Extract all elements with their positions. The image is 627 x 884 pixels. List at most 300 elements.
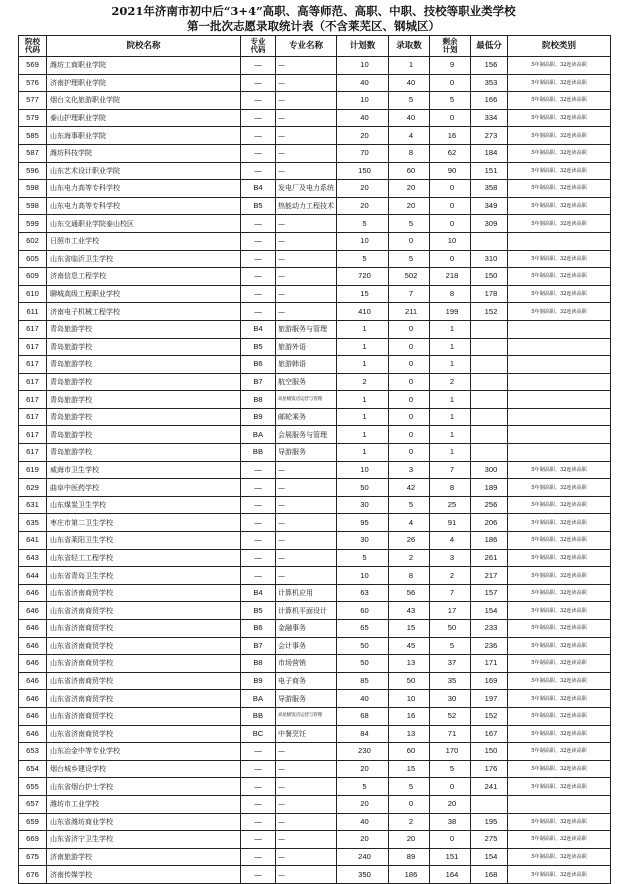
school-name-cell: 青岛旅游学校 [47,408,241,426]
remaining-cell: 0 [430,250,471,268]
school-name-cell: 山东省济南商贸学校 [47,690,241,708]
major-code-cell: BC [241,725,276,743]
school-code-cell: 605 [19,250,47,268]
min-score-cell [471,426,508,444]
remaining-cell: 10 [430,232,471,250]
school-code-cell: 617 [19,444,47,462]
plan-cell: 350 [337,866,389,884]
category-cell: 5年制高职、32连读高职 [508,74,611,92]
admitted-cell: 50 [389,672,430,690]
admitted-cell: 5 [389,496,430,514]
admitted-cell: 45 [389,637,430,655]
plan-cell: 20 [337,127,389,145]
major-code-cell: — [241,127,276,145]
category-cell: 5年制高职、32连读高职 [508,127,611,145]
major-name-cell: 会展服务与管理 [276,426,337,444]
header-min-score: 最低分 [471,36,508,57]
major-name-cell: 中餐烹饪 [276,725,337,743]
plan-cell: 1 [337,391,389,409]
remaining-cell: 1 [430,391,471,409]
table-row [19,162,611,180]
min-score-cell [471,373,508,391]
major-name-cell: — [276,250,337,268]
remaining-cell: 17 [430,602,471,620]
remaining-cell: 0 [430,74,471,92]
school-code-cell: 617 [19,338,47,356]
major-code-cell: — [241,496,276,514]
category-cell [508,373,611,391]
major-code-cell: B6 [241,356,276,374]
school-name-cell: 山东省济南商贸学校 [47,602,241,620]
major-name-cell: 会计事务 [276,637,337,655]
admitted-cell: 5 [389,215,430,233]
plan-cell: 10 [337,461,389,479]
min-score-cell: 217 [471,567,508,585]
school-name-cell: 山东省济宁卫生学校 [47,831,241,849]
plan-cell: 30 [337,496,389,514]
remaining-cell: 7 [430,461,471,479]
major-name-cell: — [276,848,337,866]
plan-cell: 5 [337,215,389,233]
min-score-cell: 178 [471,285,508,303]
category-cell: 5年制高职、32连读高职 [508,655,611,673]
school-code-cell: 617 [19,426,47,444]
remaining-cell: 164 [430,866,471,884]
admitted-cell: 502 [389,268,430,286]
school-name-cell: 山东省济南商贸学校 [47,620,241,638]
major-name-cell: — [276,549,337,567]
school-code-cell: 599 [19,215,47,233]
school-code-cell: 641 [19,532,47,550]
table-row [19,127,611,145]
school-code-cell: 646 [19,725,47,743]
major-name-cell: — [276,215,337,233]
plan-cell: 1 [337,444,389,462]
school-code-cell: 602 [19,232,47,250]
min-score-cell [471,444,508,462]
table-row [19,74,611,92]
major-name-cell: — [276,127,337,145]
remaining-cell: 8 [430,285,471,303]
header-school-code: 院校 代码 [19,36,47,57]
major-code-cell: — [241,215,276,233]
remaining-cell: 170 [430,743,471,761]
table-body [19,57,611,884]
admitted-cell: 1 [389,57,430,75]
category-cell: 5年制高职、32连读高职 [508,303,611,321]
plan-cell: 40 [337,74,389,92]
table-row [19,444,611,462]
remaining-cell: 1 [430,320,471,338]
admitted-cell: 0 [389,426,430,444]
plan-cell: 720 [337,268,389,286]
major-code-cell: — [241,795,276,813]
table-row [19,532,611,550]
major-name-cell: — [276,162,337,180]
page-subtitle: 第一批次志愿录取统计表（不含莱芜区、钢城区） [187,19,440,33]
admitted-cell: 16 [389,707,430,725]
remaining-cell: 0 [430,180,471,198]
major-code-cell: — [241,778,276,796]
school-name-cell: 山东省济南商贸学校 [47,725,241,743]
table-row [19,778,611,796]
major-name-cell: 导游服务 [276,444,337,462]
remaining-cell: 7 [430,584,471,602]
category-cell: 5年制高职、32连读高职 [508,778,611,796]
header-admitted: 录取数 [389,36,430,57]
plan-cell: 1 [337,408,389,426]
min-score-cell: 309 [471,215,508,233]
major-name-cell: 高星级饭店运营与管理 [276,391,337,409]
min-score-cell: 150 [471,743,508,761]
admitted-cell: 0 [389,232,430,250]
plan-cell: 30 [337,532,389,550]
school-code-cell: 587 [19,144,47,162]
admitted-cell: 20 [389,831,430,849]
major-name-cell: — [276,760,337,778]
school-name-cell: 济南传媒学校 [47,866,241,884]
school-code-cell: 585 [19,127,47,145]
plan-cell: 20 [337,197,389,215]
major-code-cell: — [241,760,276,778]
major-name-cell: 旅游外语 [276,338,337,356]
major-name-cell: 计算机应用 [276,584,337,602]
plan-cell: 95 [337,514,389,532]
category-cell [508,408,611,426]
school-code-cell: 617 [19,373,47,391]
category-cell: 5年制高职、32连读高职 [508,109,611,127]
remaining-cell: 0 [430,778,471,796]
major-code-cell: B5 [241,602,276,620]
major-name-cell: 发电厂及电力系统 [276,180,337,198]
table-row [19,655,611,673]
category-cell: 5年制高职、32连读高职 [508,690,611,708]
school-code-cell: 617 [19,408,47,426]
category-cell: 5年制高职、32连读高职 [508,637,611,655]
plan-cell: 10 [337,232,389,250]
category-cell: 5年制高职、32连读高职 [508,268,611,286]
min-score-cell: 334 [471,109,508,127]
school-name-cell: 山东艺术设计职业学院 [47,162,241,180]
category-cell: 5年制高职、32连读高职 [508,725,611,743]
table-row [19,338,611,356]
plan-cell: 150 [337,162,389,180]
category-cell [508,426,611,444]
admitted-cell: 7 [389,285,430,303]
admitted-cell: 0 [389,444,430,462]
remaining-cell: 16 [430,127,471,145]
school-name-cell: 山东省莱阳卫生学校 [47,532,241,550]
table-row [19,320,611,338]
major-name-cell: — [276,74,337,92]
school-name-cell: 济南信息工程学校 [47,268,241,286]
school-name-cell: 青岛旅游学校 [47,444,241,462]
major-code-cell: B4 [241,584,276,602]
plan-cell: 10 [337,92,389,110]
table-row [19,250,611,268]
category-cell: 5年制高职、32连读高职 [508,707,611,725]
major-code-cell: — [241,532,276,550]
remaining-cell: 199 [430,303,471,321]
major-code-cell: — [241,57,276,75]
school-code-cell: 619 [19,461,47,479]
remaining-cell: 62 [430,144,471,162]
school-code-cell: 576 [19,74,47,92]
category-cell: 5年制高职、32连读高职 [508,92,611,110]
school-code-cell: 611 [19,303,47,321]
admitted-cell: 13 [389,655,430,673]
major-name-cell: — [276,92,337,110]
major-code-cell: — [241,303,276,321]
min-score-cell: 300 [471,461,508,479]
min-score-cell: 195 [471,813,508,831]
plan-cell: 10 [337,567,389,585]
school-code-cell: 629 [19,479,47,497]
major-name-cell: 热能动力工程技术 [276,197,337,215]
admitted-cell: 2 [389,813,430,831]
major-code-cell: — [241,232,276,250]
admitted-cell: 13 [389,725,430,743]
table-row [19,620,611,638]
major-code-cell: — [241,813,276,831]
plan-cell: 410 [337,303,389,321]
school-code-cell: 598 [19,197,47,215]
category-cell: 5年制高职、32连读高职 [508,479,611,497]
school-name-cell: 曲阜中医药学校 [47,479,241,497]
school-name-cell: 青岛旅游学校 [47,391,241,409]
school-code-cell: 646 [19,602,47,620]
remaining-cell: 0 [430,215,471,233]
school-code-cell: 646 [19,655,47,673]
school-name-cell: 山东省轻工工程学校 [47,549,241,567]
table-row [19,356,611,374]
school-code-cell: 609 [19,268,47,286]
table-row [19,57,611,75]
min-score-cell: 150 [471,268,508,286]
major-name-cell: — [276,57,337,75]
table-row [19,303,611,321]
min-score-cell: 156 [471,57,508,75]
major-code-cell: B7 [241,373,276,391]
plan-cell: 1 [337,426,389,444]
admission-table [18,35,611,884]
remaining-cell: 0 [430,831,471,849]
table-row [19,232,611,250]
school-name-cell: 山东省济南商贸学校 [47,707,241,725]
school-name-cell: 山东省临沂卫生学校 [47,250,241,268]
min-score-cell [471,408,508,426]
admitted-cell: 60 [389,162,430,180]
admitted-cell: 40 [389,109,430,127]
plan-cell: 240 [337,848,389,866]
admitted-cell: 0 [389,373,430,391]
school-name-cell: 山东省烟台护士学校 [47,778,241,796]
category-cell [508,391,611,409]
major-name-cell: 旅游服务与管理 [276,320,337,338]
plan-cell: 10 [337,57,389,75]
plan-cell: 5 [337,778,389,796]
school-name-cell: 山东省潍坊商业学校 [47,813,241,831]
category-cell: 5年制高职、32连读高职 [508,496,611,514]
major-code-cell: B8 [241,391,276,409]
school-name-cell: 山东交通职业学院泰山校区 [47,215,241,233]
remaining-cell: 1 [430,444,471,462]
plan-cell: 50 [337,479,389,497]
major-code-cell: B5 [241,338,276,356]
major-code-cell: — [241,162,276,180]
table-row [19,584,611,602]
min-score-cell: 169 [471,672,508,690]
plan-cell: 20 [337,180,389,198]
min-score-cell: 353 [471,74,508,92]
remaining-cell: 91 [430,514,471,532]
school-name-cell: 泰山护理职业学院 [47,109,241,127]
school-name-cell: 山东电力高等专科学校 [47,197,241,215]
admitted-cell: 0 [389,795,430,813]
major-code-cell: — [241,567,276,585]
admitted-cell: 8 [389,567,430,585]
major-code-cell: BB [241,444,276,462]
min-score-cell: 233 [471,620,508,638]
school-name-cell: 烟台文化旅游职业学院 [47,92,241,110]
remaining-cell: 37 [430,655,471,673]
school-name-cell: 山东海事职业学院 [47,127,241,145]
school-code-cell: 598 [19,180,47,198]
min-score-cell [471,356,508,374]
school-name-cell: 山东省青岛卫生学校 [47,567,241,585]
table-row [19,831,611,849]
table-row [19,180,611,198]
major-code-cell: — [241,479,276,497]
admitted-cell: 26 [389,532,430,550]
table-row [19,672,611,690]
plan-cell: 40 [337,690,389,708]
school-code-cell: 617 [19,356,47,374]
plan-cell: 1 [337,320,389,338]
remaining-cell: 20 [430,795,471,813]
school-name-cell: 烟台城乡建设学校 [47,760,241,778]
header-plan: 计划数 [337,36,389,57]
major-name-cell: — [276,813,337,831]
min-score-cell: 176 [471,760,508,778]
category-cell [508,320,611,338]
min-score-cell: 152 [471,707,508,725]
table-row [19,813,611,831]
admitted-cell: 0 [389,408,430,426]
admitted-cell: 5 [389,250,430,268]
remaining-cell: 50 [430,620,471,638]
min-score-cell: 275 [471,831,508,849]
school-name-cell: 山东电力高等专科学校 [47,180,241,198]
remaining-cell: 71 [430,725,471,743]
table-row [19,391,611,409]
school-code-cell: 676 [19,866,47,884]
plan-cell: 1 [337,356,389,374]
table-row [19,743,611,761]
table-row [19,549,611,567]
admitted-cell: 211 [389,303,430,321]
category-cell: 5年制高职、32连读高职 [508,250,611,268]
major-code-cell: — [241,250,276,268]
major-name-cell: 航空服务 [276,373,337,391]
remaining-cell: 0 [430,109,471,127]
admitted-cell: 5 [389,92,430,110]
min-score-cell: 236 [471,637,508,655]
admitted-cell: 20 [389,197,430,215]
school-code-cell: 653 [19,743,47,761]
min-score-cell: 152 [471,303,508,321]
table-row [19,479,611,497]
plan-cell: 50 [337,655,389,673]
major-code-cell: — [241,92,276,110]
remaining-cell: 151 [430,848,471,866]
major-name-cell: — [276,232,337,250]
school-name-cell: 青岛旅游学校 [47,373,241,391]
school-code-cell: 617 [19,391,47,409]
table-row [19,197,611,215]
category-cell: 5年制高职、32连读高职 [508,162,611,180]
table-row [19,514,611,532]
major-code-cell: — [241,514,276,532]
admitted-cell: 10 [389,690,430,708]
min-score-cell: 349 [471,197,508,215]
major-name-cell: — [276,743,337,761]
min-score-cell [471,338,508,356]
remaining-cell: 35 [430,672,471,690]
remaining-cell: 2 [430,373,471,391]
school-code-cell: 646 [19,690,47,708]
table-row [19,373,611,391]
major-code-cell: B6 [241,620,276,638]
min-score-cell: 273 [471,127,508,145]
min-score-cell: 189 [471,479,508,497]
major-code-cell: B9 [241,408,276,426]
major-name-cell: — [276,567,337,585]
school-code-cell: 659 [19,813,47,831]
min-score-cell: 241 [471,778,508,796]
major-name-cell: — [276,831,337,849]
remaining-cell: 9 [430,57,471,75]
category-cell [508,338,611,356]
category-cell: 5年制高职、32连读高职 [508,813,611,831]
school-code-cell: 646 [19,672,47,690]
school-code-cell: 669 [19,831,47,849]
school-code-cell: 675 [19,848,47,866]
table-row [19,144,611,162]
plan-cell: 20 [337,831,389,849]
table-row [19,690,611,708]
table-row [19,848,611,866]
major-name-cell: — [276,144,337,162]
school-code-cell: 643 [19,549,47,567]
school-code-cell: 657 [19,795,47,813]
table-row [19,760,611,778]
admitted-cell: 5 [389,778,430,796]
category-cell: 5年制高职、32连读高职 [508,743,611,761]
table-row [19,707,611,725]
school-code-cell: 577 [19,92,47,110]
min-score-cell: 310 [471,250,508,268]
major-code-cell: BB [241,707,276,725]
category-cell: 5年制高职、32连读高职 [508,584,611,602]
header-category: 院校类别 [508,36,611,57]
school-name-cell: 青岛旅游学校 [47,338,241,356]
table-row [19,567,611,585]
school-code-cell: 569 [19,57,47,75]
school-name-cell: 济南旅游学校 [47,848,241,866]
min-score-cell: 166 [471,92,508,110]
min-score-cell: 168 [471,866,508,884]
